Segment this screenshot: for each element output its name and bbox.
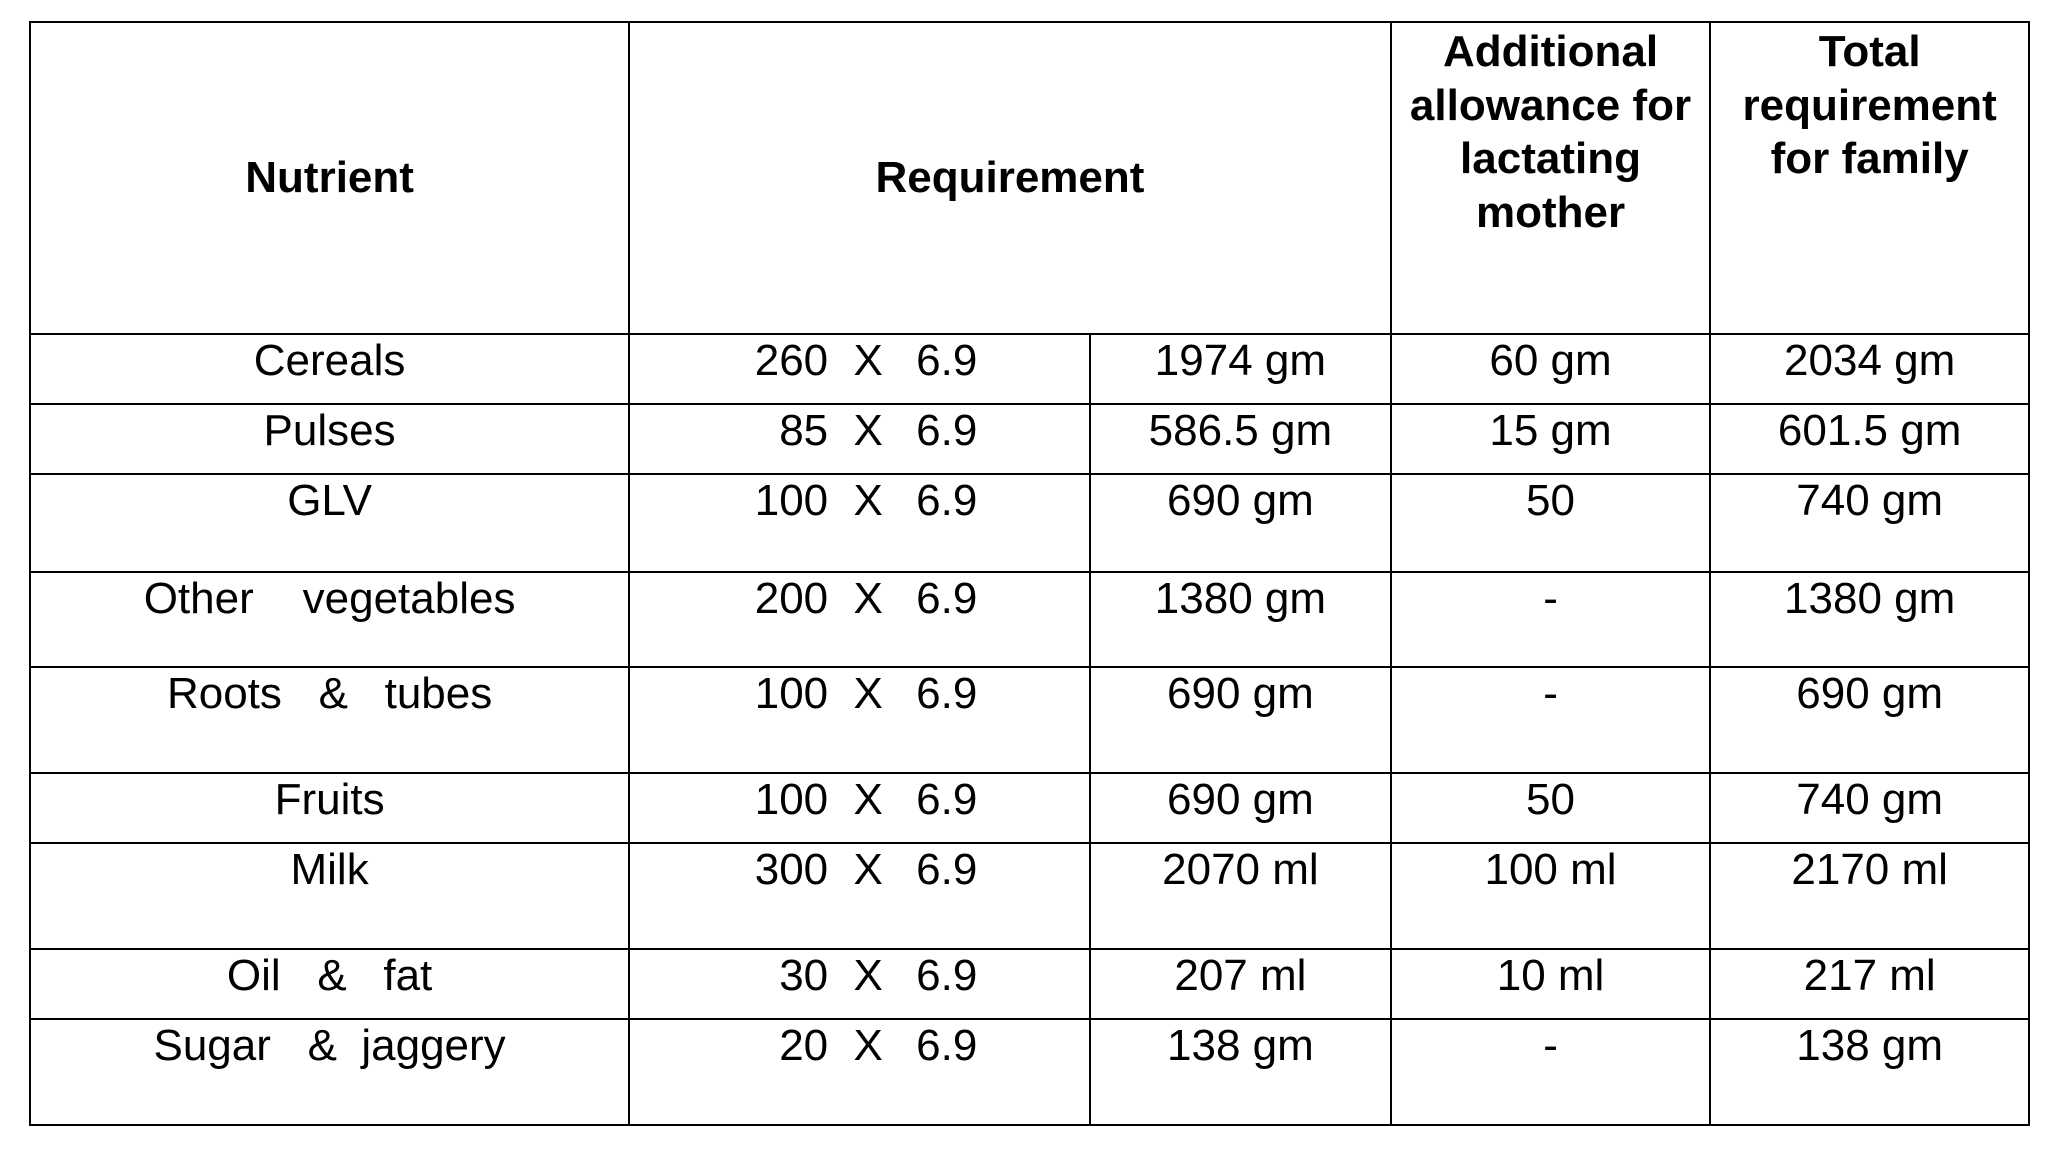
multiplication-expression [713, 1022, 1006, 1070]
multiplier-factor: 6.9 [916, 1021, 978, 1070]
requirement-calculation-cell [629, 474, 1090, 572]
multiplication-expression [713, 575, 1006, 623]
table-row [30, 843, 2029, 949]
total-requirement-cell: 1380 gm [1710, 572, 2029, 667]
requirement-calculation-cell [629, 334, 1090, 404]
multiplier-factor: 6.9 [916, 336, 978, 385]
table-row [30, 773, 2029, 843]
multiply-sign: X [853, 775, 883, 824]
table-row [30, 572, 2029, 667]
base-quantity: 260 [754, 336, 829, 385]
base-quantity: 85 [779, 406, 829, 455]
multiplier-factor: 6.9 [916, 775, 978, 824]
multiplier-factor: 6.9 [916, 669, 978, 718]
base-quantity: 100 [754, 775, 829, 824]
multiplication-expression [713, 670, 1006, 718]
requirement-calculation-cell [629, 1019, 1090, 1125]
table-row [30, 949, 2029, 1019]
multiplier-factor: 6.9 [916, 406, 978, 455]
multiply-sign: X [853, 406, 883, 455]
requirement-result-cell: 690 gm [1090, 474, 1391, 572]
total-requirement-cell: 740 gm [1710, 773, 2029, 843]
total-requirement-cell: 740 gm [1710, 474, 2029, 572]
multiply-sign: X [853, 574, 883, 623]
header-additional-allowance: Additional allowance for lactating mother [1391, 22, 1711, 334]
multiplier-factor: 6.9 [916, 476, 978, 525]
requirement-calculation-cell [629, 843, 1090, 949]
total-requirement-cell: 217 ml [1710, 949, 2029, 1019]
table-row [30, 334, 2029, 404]
multiplication-expression [713, 477, 1006, 525]
nutrient-cell: Cereals [30, 334, 629, 404]
header-total-requirement: Total requirement for family [1710, 22, 2029, 334]
nutrient-cell: Pulses [30, 404, 629, 474]
requirement-result-cell: 1380 gm [1090, 572, 1391, 667]
table-row [30, 404, 2029, 474]
requirement-result-cell: 2070 ml [1090, 843, 1391, 949]
multiply-sign: X [853, 336, 883, 385]
requirement-calculation-cell [629, 572, 1090, 667]
nutrient-cell: Oil & fat [30, 949, 629, 1019]
base-quantity: 100 [754, 669, 829, 718]
multiply-sign: X [853, 476, 883, 525]
requirement-result-cell: 586.5 gm [1090, 404, 1391, 474]
nutrient-cell: Milk [30, 843, 629, 949]
table-row [30, 1019, 2029, 1125]
multiplier-factor: 6.9 [916, 951, 978, 1000]
base-quantity: 30 [779, 951, 829, 1000]
base-quantity: 20 [779, 1021, 829, 1070]
multiplication-expression [713, 846, 1006, 894]
additional-allowance-cell: 60 gm [1391, 334, 1711, 404]
total-requirement-cell: 2170 ml [1710, 843, 2029, 949]
multiply-sign: X [853, 951, 883, 1000]
nutrient-cell: Sugar & jaggery [30, 1019, 629, 1125]
multiply-sign: X [853, 845, 883, 894]
requirement-result-cell: 207 ml [1090, 949, 1391, 1019]
multiply-sign: X [853, 669, 883, 718]
requirement-calculation-cell [629, 949, 1090, 1019]
header-nutrient: Nutrient [30, 22, 629, 334]
requirement-result-cell: 138 gm [1090, 1019, 1391, 1125]
total-requirement-cell: 2034 gm [1710, 334, 2029, 404]
multiply-sign: X [853, 1021, 883, 1070]
base-quantity: 100 [754, 476, 829, 525]
requirement-result-cell: 690 gm [1090, 667, 1391, 773]
additional-allowance-cell: - [1391, 1019, 1711, 1125]
nutrient-cell: Roots & tubes [30, 667, 629, 773]
total-requirement-cell: 138 gm [1710, 1019, 2029, 1125]
nutrient-cell: GLV [30, 474, 629, 572]
additional-allowance-cell: 15 gm [1391, 404, 1711, 474]
additional-allowance-cell: - [1391, 572, 1711, 667]
requirement-calculation-cell [629, 404, 1090, 474]
additional-allowance-cell: 50 [1391, 474, 1711, 572]
nutrition-requirement-table [29, 21, 2030, 1126]
nutrient-cell: Other vegetables [30, 572, 629, 667]
additional-allowance-cell: 10 ml [1391, 949, 1711, 1019]
requirement-result-cell: 690 gm [1090, 773, 1391, 843]
nutrient-cell: Fruits [30, 773, 629, 843]
multiplication-expression [713, 337, 1006, 385]
requirement-result-cell: 1974 gm [1090, 334, 1391, 404]
multiplier-factor: 6.9 [916, 574, 978, 623]
multiplication-expression [713, 952, 1006, 1000]
total-requirement-cell: 601.5 gm [1710, 404, 2029, 474]
table-row [30, 667, 2029, 773]
additional-allowance-cell: - [1391, 667, 1711, 773]
multiplication-expression [713, 776, 1006, 824]
additional-allowance-cell: 100 ml [1391, 843, 1711, 949]
base-quantity: 200 [754, 574, 829, 623]
total-requirement-cell: 690 gm [1710, 667, 2029, 773]
base-quantity: 300 [754, 845, 829, 894]
header-requirement: Requirement [629, 22, 1391, 334]
multiplication-expression [713, 407, 1006, 455]
header-row [30, 22, 2029, 334]
requirement-calculation-cell [629, 667, 1090, 773]
requirement-calculation-cell [629, 773, 1090, 843]
additional-allowance-cell: 50 [1391, 773, 1711, 843]
multiplier-factor: 6.9 [916, 845, 978, 894]
table-row [30, 474, 2029, 572]
